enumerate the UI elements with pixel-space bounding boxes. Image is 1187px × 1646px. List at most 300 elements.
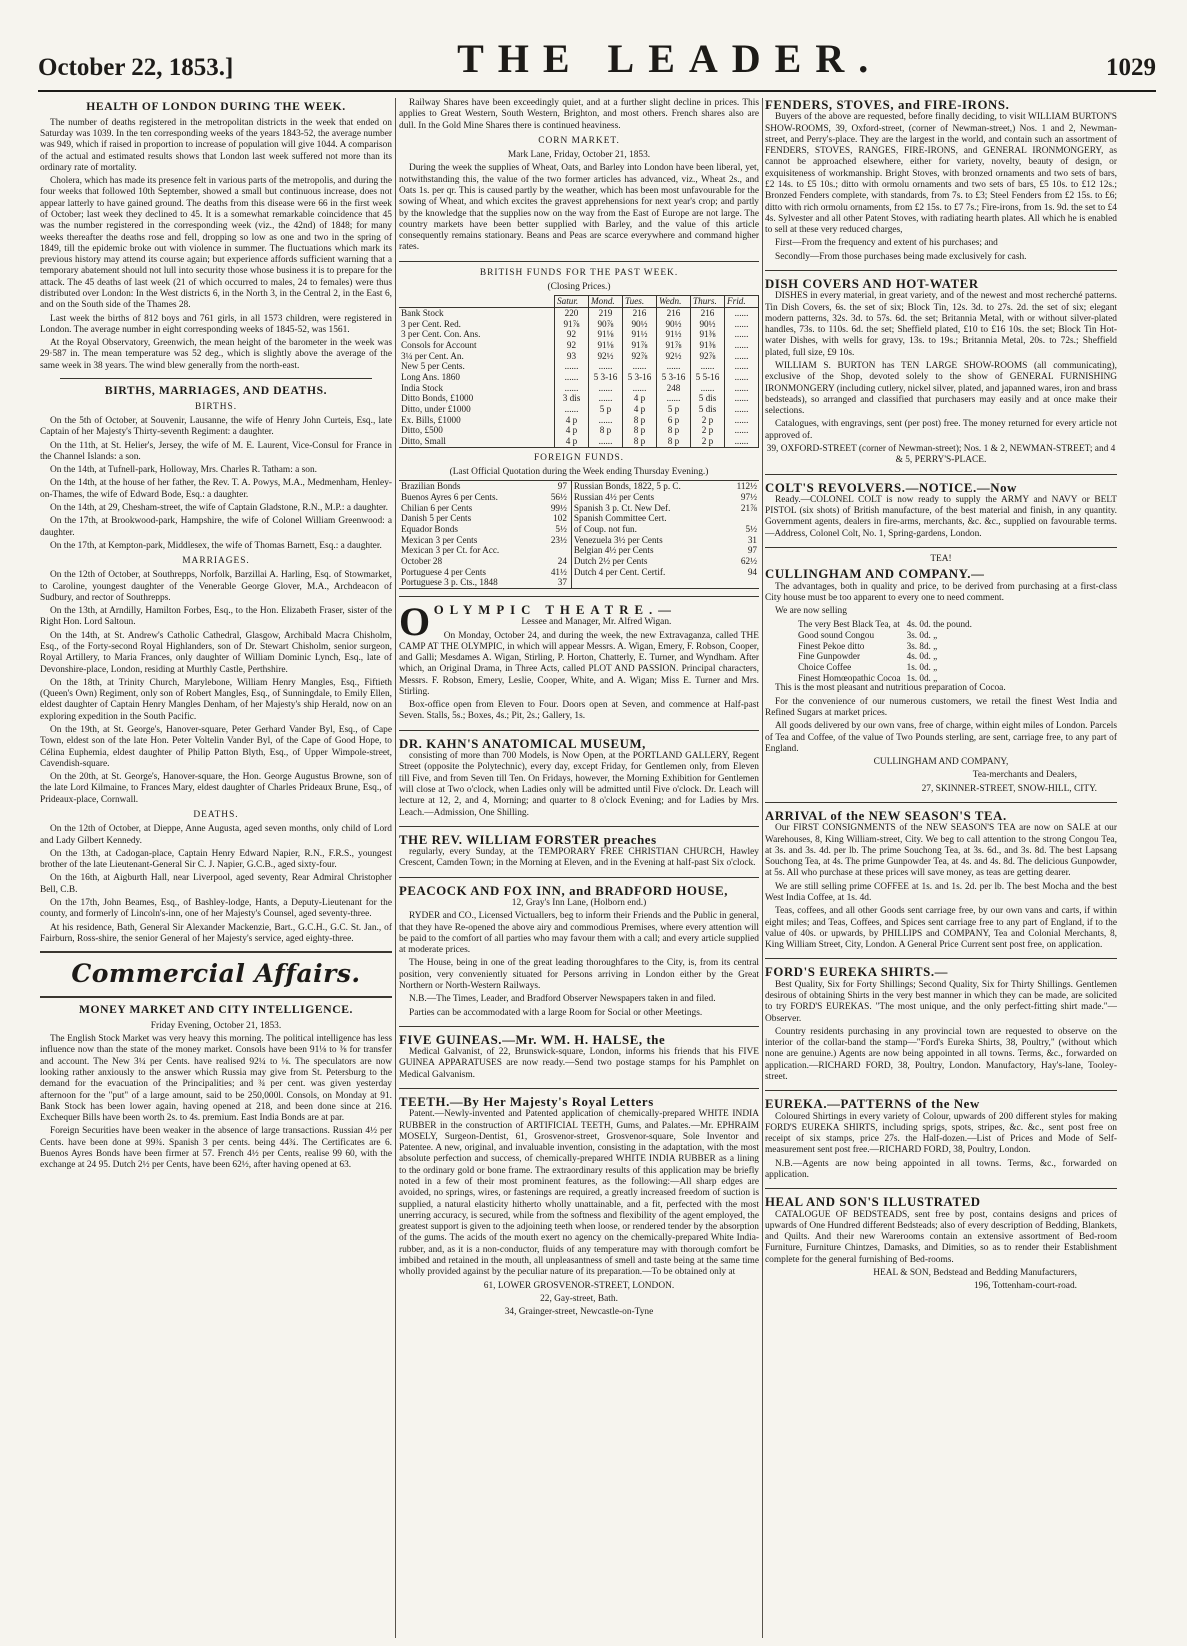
day-header: Wedn.: [657, 296, 691, 308]
fund-price: ......: [725, 319, 759, 330]
tea-item: Fine Gunpowder: [798, 651, 861, 662]
marriage-notice: On the 13th, at Arndilly, Hamilton Forbes, Esq., to the Hon. Elizabeth Fraser, sister of the Right Hon. Lord Saltoun.: [40, 606, 392, 628]
birth-notice: On the 14th, at 29, Chesham-street, the wife of Captain Gladstone, R.N., M.P.: a daughter.: [50, 502, 388, 513]
fund-row: [399, 329, 759, 340]
teeth-address: 34, Grainger-street, Newcastle-on-Tyne: [504, 1307, 654, 1318]
foreign-fund-row: [399, 503, 759, 514]
teeth-address: 61, LOWER GROSVENOR-STREET, LONDON.: [483, 1280, 675, 1291]
foreign-fund-price: 31: [747, 534, 757, 545]
foreign-fund-name: Portuguese 4 per Cents: [401, 566, 486, 577]
kahn-advert: [399, 737, 759, 819]
fund-row: [399, 393, 759, 404]
divider: [765, 1188, 1117, 1189]
fund-row: [399, 404, 759, 415]
fund-price: 92: [555, 329, 589, 340]
eureka-heading: EUREKA.—PATTERNS of the New: [765, 1097, 980, 1112]
fund-price: 5 dis: [691, 404, 725, 415]
foreign-fund-name: Spanish Committee Cert.: [573, 513, 667, 524]
foreign-fund-row: [399, 545, 759, 556]
day-header: Satur.: [555, 296, 589, 308]
deaths-head: DEATHS.: [193, 809, 239, 820]
marriage-notice: On the 12th of October, at Southrepps, Norfolk, Barzillai A. Harling, Esq. of Stowmarket, to Caroline, youngest daughter of the Venerable George Glover, M.A., Archdeacon of Sudbury, and rector of Southrepps.: [40, 570, 392, 603]
fund-price: ......: [725, 340, 759, 351]
tea-price-row: [795, 651, 975, 662]
fund-price: 91½: [623, 329, 657, 340]
fund-row: [399, 415, 759, 426]
bmd-title: BIRTHS, MARRIAGES, AND DEATHS.: [104, 383, 328, 397]
peacock-subtitle: 12, Gray's Inn Lane, (Holborn end.): [511, 898, 647, 908]
fund-name: India Stock: [401, 382, 444, 393]
page-number: 1029: [1105, 54, 1156, 81]
marriage-notice: On the 18th, at Trinity Church, Marylebone, William Henry Mangles, Esq., Fiftieth (Queen's Own) Regiment, only son of Robert Mangles, Esq., of Sunningdale, to Emily Ellen, eldest daughter of Captain Henry Mangles Denham, of her Majesty's ship Herald, now on an exploring expedition in the South Pacific.: [40, 677, 392, 722]
fund-name: Ditto, under £1000: [401, 403, 471, 414]
fund-price: ......: [623, 383, 657, 394]
death-notice: On the 16th, at Aigburth Hall, near Liverpool, aged seventy, Rear Admiral Christopher Bell, C.B.: [40, 873, 392, 895]
dish-para: Catalogues, with engravings, sent (per post) free. The money returned for every article not approved of.: [765, 419, 1117, 441]
foreign-fund-name: October 28: [401, 555, 443, 566]
british-funds-subtitle: (Closing Prices.): [547, 281, 611, 292]
railway-para: Railway Shares have been exceedingly quiet, and at a further slight decline in prices. This applies to Great Western, South Western, Brighton, and most others. French shares also are dull. In the Gold Mine Shares there is continued heaviness.: [399, 98, 759, 131]
fund-price: ......: [725, 393, 759, 404]
dish-advert: [765, 277, 1117, 467]
fund-name: Long Ans. 1860: [401, 371, 460, 382]
commercial-affairs-title: Commercial Affairs.: [71, 959, 361, 989]
eureka-para: Coloured Shirtings in every variety of Colour, upwards of 200 different styles for making FORD'S EUREKA SHIRTS, including sprigs, spots, stripes, &c. &c., sent post free on receipt of six stamps, price 27s. the Half-dozen.—List of Prices and Mode of Self-measurement sent post free.—RICHARD FORD, 38, Poultry, London.: [765, 1111, 1117, 1156]
foreign-fund-name: Buenos Ayres 6 per Cents.: [401, 491, 498, 502]
divider: [399, 1088, 759, 1089]
tea-price: 4s. 0d. the pound.: [906, 619, 972, 630]
peacock-para: N.B.—The Times, Leader, and Bradford Observer Newspapers taken in and filed.: [409, 994, 716, 1005]
foreign-fund-price: 97: [540, 481, 571, 492]
foreign-fund-row: [399, 481, 759, 492]
money-market-date: Friday Evening, October 21, 1853.: [150, 1020, 282, 1031]
arrival-para: Our FIRST CONSIGNMENTS of the NEW SEASON'S TEA are now on SALE at our Warehouses, 8, King William-street, City. We beg to call attention to the strong Congou Tea, at 3s. and 3s. 4d. per lb. The prime Souchong Tea, at 3s. 6d., and 3s. 8d. The best Lapsang Souchong Tea, at 4s. The prime Gunpowder Tea, at 4s. and 4s. 8d. The delicious Gunpowder, at 5s. All who purchase at these prices will save money, as teas are getting dearer.: [765, 823, 1117, 879]
foreign-fund-name: Russian Bonds, 1822, 5 p. C.: [573, 481, 681, 492]
foreign-fund-name: Danish 5 per Cents: [401, 513, 472, 524]
foreign-fund-row: [399, 577, 759, 588]
dish-para: DISHES in every material, in great variety, and of the newest and most recherché patterns. Tin Dish Covers, 6s. the set of six; Block Tin, 12s. 3d. to 27s. 2d. the set of six; elegant modern patterns, 32s. 3d. to 57s. 6d. the set; Britannia Metal, with or without silver-plated handles, 73s. to 110s. 6d. the set; Sheffield plated, £10 to £16 10s. the set; Block Tin Hot-water Dishes, with wells for gravy, 13s. to 19s.; Britannia Metal, 20s. to 72s.; Sheffield plated, full size, £9 10s.: [765, 291, 1117, 358]
divider: [765, 474, 1117, 475]
drop-cap: O: [399, 598, 431, 644]
fund-price: 219: [589, 307, 623, 318]
fund-price: 8 p: [623, 415, 657, 426]
fund-price: ......: [555, 372, 589, 383]
foreign-funds-subtitle: (Last Official Quotation during the Week ending Thursday Evening.): [449, 466, 709, 477]
fund-price: ......: [589, 361, 623, 372]
fund-price: 6 p: [657, 415, 691, 426]
tea-price: 3s. 0d. „: [906, 630, 938, 641]
fund-name: Ditto, £500: [401, 425, 443, 436]
divider: [765, 547, 1117, 548]
fund-price: ......: [555, 361, 589, 372]
fund-price: ......: [725, 361, 759, 372]
foreign-fund-price: 41½: [540, 567, 571, 578]
fund-price: 8 p: [623, 425, 657, 436]
cullingham-signature: 27, SKINNER-STREET, SNOW-HILL, CITY.: [921, 783, 1097, 794]
tea-price-list: [795, 619, 975, 683]
birth-notice: On the 5th of October, at Souvenir, Lausanne, the wife of Henry John Curteis, Esq., late Captain of her Majesty's Thirty-seventh Regiment: a daughter.: [40, 415, 392, 438]
fund-price: 91⅛: [589, 329, 623, 340]
foreign-fund-row: [399, 513, 759, 524]
fund-price: 90½: [657, 319, 691, 330]
olympic-heading: OOLYMPIC THEATRE.—: [399, 598, 677, 644]
fund-price: 5 3-16: [623, 372, 657, 383]
birth-notice: On the 11th, at St. Helier's, Jersey, the wife of M. E. Laurent, Vice-Consul for France in the Channel Islands: a son.: [40, 440, 392, 462]
dish-address: 39, OXFORD-STREET (corner of Newman-street); Nos. 1 & 2, NEWMAN-STREET; and 4 & 5, PERRY'S-PLACE.: [766, 443, 1116, 466]
fenders-advert: [765, 98, 1117, 263]
peacock-para: RYDER and CO., Licensed Victuallers, beg to inform their Friends and the Public in general, that they have Re-opened the above airy and commodious Premises, where every attention will be paid to the comfort of all parties who may favour them with a call; and every article supplied at moderate prices.: [399, 911, 759, 956]
ford-heading: FORD'S EUREKA SHIRTS.—: [765, 965, 949, 980]
fund-price: 2 p: [691, 436, 725, 447]
fund-price: 5 3-16: [589, 372, 623, 383]
divider: [399, 826, 759, 827]
arrival-para: Teas, coffees, and all other Goods sent carriage free, by our own vans and carts, if within eight miles; and Teas, Coffees, and Spices sent carriage free to any part of England, if to the value of 40s. or upwards, by PHILLIPS and COMPANY, Tea and Colonial Merchants, 8, King William Street, City, London. A General Price Current sent post free, on application.: [765, 906, 1117, 951]
foreign-fund-price: 99½: [540, 503, 571, 514]
fund-price: 91⅞: [623, 340, 657, 351]
fund-price: ......: [691, 383, 725, 394]
tea-price: 4s. 0d. „: [906, 651, 938, 662]
foreign-fund-name: Dutch 4 per Cent. Certif.: [573, 566, 666, 577]
fund-price: ......: [725, 329, 759, 340]
foreign-fund-row: [399, 524, 759, 535]
olympic-para: On Monday, October 24, and during the week, the new Extravaganza, called THE CAMP AT THE OLYMPIC, in which will appear Messrs. A. Wigan, Emery, F. Robson, Cooper, and Galli; Mesdames A. Wigan, Stirling, P. Horton, Chatterly, E. Turner, and Wyndham. After which, an Original Drama, in Three Acts, called PLOT AND PASSION. Principal characters, Messrs. F. Robson, Emery, Leslie, Cooper, White, and A. Wigan; Miss E. Turner and Mrs. Stirling.: [399, 630, 759, 697]
fund-price: 92½: [589, 351, 623, 362]
foreign-fund-price: [725, 577, 759, 588]
fund-price: 91½: [657, 329, 691, 340]
fund-price: ......: [623, 361, 657, 372]
column-3: [765, 98, 1117, 1638]
foreign-fund-price: [725, 513, 759, 524]
tea-price: 3s. 8d. „: [906, 640, 938, 651]
fund-price: 216: [657, 307, 691, 318]
cullingham-para: For the convenience of our numerous customers, we retail the finest West India and Refined Sugars at market prices.: [765, 696, 1117, 719]
heal-signature: 196, Tottenham-court-road.: [973, 1281, 1077, 1292]
column-rule-2: [762, 98, 763, 1638]
cullingham-para: The advantages, both in quality and price, to be derived from purchasing at a first-class City house must be too apparent to every one to need comment.: [765, 581, 1117, 603]
fund-price: 2 p: [691, 415, 725, 426]
health-para: The number of deaths registered in the metropolitan districts in the week that ended on Saturday was 1039. In the ten corresponding weeks of the years 1843-52, the average number was 949, which if raised in proportion to increase of population will give 1044. A comparison of the actual and estimated results shows that London last week suffered not more than its ordinary rate of mortality.: [40, 117, 392, 173]
foreign-fund-price: 23½: [540, 535, 571, 546]
fund-name: New 5 per Cents.: [401, 361, 465, 372]
ford-advert: [765, 965, 1117, 1083]
foreign-fund-price: 56½: [540, 492, 571, 503]
teeth-address: 22, Gay-street, Bath.: [540, 1293, 618, 1304]
divider: [399, 261, 759, 262]
colt-para: Ready.—COLONEL COLT is now ready to supply the ARMY and NAVY or BELT PISTOL (six shots) of British manufacture, of the best material and finish, in any quantity. Government agents, dealers in fire-arms, merchants, &c. &c., supplied on favourable terms.—Address, Colonel Colt, No. 1, Spring-gardens, London.: [765, 494, 1117, 539]
fund-price: 91⅜: [691, 329, 725, 340]
foreign-fund-price: 5½: [540, 524, 571, 535]
halse-para: Medical Galvanist, of 22, Brunswick-square, London, informs his friends that his FIVE GUINEA APPARATUSES are now ready.—Send two postage stamps for his Pamphlet on Medical Galvanism.: [399, 1047, 759, 1080]
day-header: Mond.: [589, 296, 623, 308]
corn-title: CORN MARKET.: [538, 135, 620, 146]
ford-para: Country residents purchasing in any provincial town are requested to observe on the interior of the collar-band the stamp—"Ford's Eureka Shirts, 38, Poultry," (without which none are genuine.) Agents are now being appointed in all towns. Terms, &c., forwarded on application.—RICHARD FORD, 38, Poultry, London. Manufactory, Hay's-lane, Tooley-street.: [765, 1026, 1117, 1082]
fund-price: ......: [555, 383, 589, 394]
fund-price: 8 p: [589, 425, 623, 436]
fund-price: ......: [725, 404, 759, 415]
fund-price: 4 p: [555, 425, 589, 436]
foreign-funds-table: [399, 480, 759, 589]
fund-row: [399, 351, 759, 362]
foreign-fund-name: Belgian 4½ per Cents: [573, 545, 654, 556]
money-market-para: Foreign Securities have been weaker in the absence of large transactions. Russian 4½ per Cents. have been done at 99¾. Spanish 3 per cents. being 44¾. The Certificates are 6. Buenos Ayres Bonds have been firmer at 57. French 4½ per Cents, realise 99 60, with the exchange at 24 95. Dutch 2½ per Cents, have been 62½, after having opened at 63.: [40, 1126, 392, 1171]
fund-price: ......: [589, 436, 623, 447]
peacock-heading: PEACOCK AND FOX INN, and BRADFORD HOUSE,: [399, 883, 729, 898]
halse-heading: FIVE GUINEAS.—Mr. WM. H. HALSE, the: [399, 1032, 666, 1047]
foreign-funds-title: FOREIGN FUNDS.: [533, 452, 625, 463]
fund-price: 90½: [691, 319, 725, 330]
fenders-para: First—From the frequency and extent of his purchases; and: [775, 238, 998, 249]
halse-advert: [399, 1033, 759, 1081]
eureka-para: N.B.—Agents are now being appointed in all towns. Terms, &c., forwarded on application.: [765, 1158, 1117, 1181]
foreign-fund-price: 112½: [736, 481, 757, 492]
fund-price: ......: [725, 436, 759, 447]
foreign-fund-name: Spanish 3 p. Ct. New Def.: [573, 502, 671, 513]
fenders-para: Secondly—From those purchases being made exclusively for cash.: [775, 251, 1027, 262]
british-funds-title: BRITISH FUNDS FOR THE PAST WEEK.: [479, 267, 679, 278]
marriage-notice: On the 19th, at St. George's, Hanover-square, Peter Gerhard Vander Byl, Esq., of Cape Town, eldest son of the late Hon. Peter Voltelin Vander Byl, of the Cape of Good Hope, to Célina Euphemia, eldest daughter of Philip Patton Blyth, Esq., of Upper Wimpole-street, Cavendish-square.: [40, 725, 392, 769]
foreign-fund-price: [540, 545, 571, 556]
fund-row: [399, 361, 759, 372]
tea-item: Choice Coffee: [798, 662, 852, 673]
foreign-fund-name: Russian 4½ per Cents: [573, 491, 655, 502]
fund-price: 8 p: [623, 436, 657, 447]
fund-name: 3 per Cent. Red.: [401, 318, 461, 329]
births-head: BIRTHS.: [194, 401, 238, 412]
foreign-fund-name: Chilian 6 per Cents: [401, 502, 473, 513]
corner-cell: [399, 296, 555, 308]
tea-item: Good sound Congou: [798, 630, 875, 641]
fund-price: 248: [657, 383, 691, 394]
tea-item: Finest Pekoe ditto: [798, 640, 865, 651]
tea-label: TEA!: [930, 553, 952, 564]
divider: [765, 1090, 1117, 1091]
fund-price: ......: [657, 393, 691, 404]
peacock-para: Parties can be accommodated with a large Room for Social or other Meetings.: [409, 1007, 703, 1018]
divider: [765, 270, 1117, 271]
foreign-fund-price: 24: [540, 556, 571, 567]
fund-price: 92: [555, 340, 589, 351]
money-market-title: MONEY MARKET AND CITY INTELLIGENCE.: [78, 1003, 354, 1017]
fund-price: 92⅞: [623, 351, 657, 362]
fund-price: 92½: [657, 351, 691, 362]
foreign-fund-price: 21⅞: [740, 502, 757, 513]
fund-name: Ex. Bills, £1000: [401, 414, 461, 425]
ford-para: Best Quality, Six for Forty Shillings; Second Quality, Six for Thirty Shillings. Gentlemen desirous of obtaining Shirts in the very best manner in which they can be made, are solicited to try FORD'S EUREKAS. "The most unique, and the only perfect-fitting shirt made."—Observer.: [765, 979, 1117, 1024]
teeth-para: Patent.—Newly-invented and Patented application of chemically-prepared WHITE INDIA RUBBER in the construction of ARTIFICIAL TEETH, Gums, and Palates.—Mr. EPHRAIM MOSELY, Surgeon-Dentist, 61, Grosvenor-street, Grosvenor-square, Sole Inventor and Patentee. A new, original, and invaluable invention, consisting in the adaptation, with the most absolute perfection and success, of chemically-prepared WHITE INDIA RUBBER as a lining to the ordinary gold or bone frame. The extraordinary results of this application may be briefly noted in a few of their most prominent features, as the following:—All sharp edges are avoided, no springs, wires, or fastenings are required, a greatly increased freedom of suction is supplied, a natural elasticity hitherto wholly unattainable, and a fit, perfected with the most unerring accuracy, is secured, while from the softness and flexibility of the agent employed, the greatest support is given to the adjoining teeth when loose, or rendered tender by the absorption of the gums. The acids of the mouth exert no agency on the chemically-prepared White India-rubber, and, as it is a non-conductor, fluids of any temperature may with thorough comfort be imbibed and retained in the mouth, all unpleasantness of smell and taste being at the same time wholly provided against by the peculiar nature of its preparation.—To be obtained only at: [399, 1109, 759, 1278]
foreign-fund-price: 37: [540, 577, 571, 588]
double-rule: [40, 996, 392, 998]
fund-price: 90⅞: [589, 319, 623, 330]
fund-price: 93: [555, 351, 589, 362]
colt-heading: COLT'S REVOLVERS.—NOTICE.—Now: [765, 480, 1017, 495]
fund-price: ......: [725, 372, 759, 383]
foreign-fund-row: [399, 492, 759, 503]
foreign-fund-name: [571, 577, 725, 588]
divider: [399, 1026, 759, 1027]
fund-price: ......: [725, 415, 759, 426]
tea-price: 1s. 0d. „: [906, 662, 938, 673]
masthead: [38, 34, 1156, 92]
day-header: Frid.: [725, 296, 759, 308]
fund-name: 3¼ per Cent. An.: [401, 350, 464, 361]
fund-price: 2 p: [691, 425, 725, 436]
fenders-heading: FENDERS, STOVES, and FIRE-IRONS.: [765, 98, 1010, 112]
marriage-notice: On the 14th, at St. Andrew's Catholic Cathedral, Glasgow, Archibald Macra Chisholm, Esq., of the Forty-second Royal Highlanders, son of Dr. Stewart Chisholm, senior surgeon, Royal Artillery, to Maria Frances, only daughter of William Dominic Lynch, Esq., late of Devonshire-place, London, residing at Murthly Castle, Perthshire.: [40, 630, 392, 675]
heal-heading: HEAL AND SON'S ILLUSTRATED: [765, 1195, 981, 1210]
foreign-fund-name: Brazilian Bonds: [401, 481, 461, 492]
divider: [60, 378, 372, 379]
divider: [399, 877, 759, 878]
foreign-fund-price: 97½: [740, 491, 757, 502]
kahn-para: consisting of more than 700 Models, is Now Open, at the PORTLAND GALLERY, Regent Street (opposite the Polytechnic), every day, except Friday, for Gentlemen only, from Eleven till Five, and from Seven till Ten. On Fridays, however, the Morning Exhibition for Gentlemen will close at Two o'clock, when Ladies only will be admitted until Five o'clock. Dr. Leach will lecture at 12, 2, and 4, Morning; and quarter to 8 o'clock Evening; and for Ladies by Mrs. Leach.—Admission, One Shilling.: [399, 751, 759, 818]
fund-row: [399, 307, 759, 318]
teeth-advert: [399, 1095, 759, 1318]
fund-price: 5 p: [589, 404, 623, 415]
birth-notice: On the 14th, at the house of her father, the Rev. T. A. Powys, M.A., Medmenham, Henley-on-Thames, the wife of Edward Bode, Esq.: a daughter.: [40, 478, 392, 500]
fund-price: ......: [657, 361, 691, 372]
kahn-heading: DR. KAHN'S ANATOMICAL MUSEUM,: [399, 736, 646, 751]
olympic-subtitle: Lessee and Manager, Mr. Alfred Wigan.: [521, 617, 672, 628]
peacock-advert: [399, 884, 759, 1019]
death-notice: On the 13th, at Cadogan-place, Captain Henry Edward Napier, R.N., F.R.S., youngest brother of the late Lieutenant-General Sir C. J. Napier, G.C.B., aged sixty-four.: [40, 848, 392, 871]
double-rule: [40, 951, 392, 953]
health-para: At the Royal Observatory, Greenwich, the mean height of the barometer in the week was 29·587 in. The mean temperature was 52 deg., which is slightly above the average of the same week in 38 years. The wind blew generally from the north-east.: [40, 338, 392, 371]
fund-price: ......: [589, 383, 623, 394]
foreign-fund-row: [399, 556, 759, 567]
forster-para: regularly, every Sunday, at the TEMPORARY FREE CHRISTIAN CHURCH, Hawley Crescent, Camden Town; in the Morning at Eleven, and in the Evening at half-past Six o'clock.: [399, 847, 759, 869]
tea-item: The very Best Black Tea, at: [798, 619, 900, 630]
fund-row: [399, 372, 759, 383]
fund-price: ......: [725, 307, 759, 318]
fenders-para: Buyers of the above are requested, before finally deciding, to visit WILLIAM BURTON'S SHOW-ROOMS, 39, Oxford-street, (corner of Newman-street,) Nos. 1 and 2, Newman-street, and Perry's-place. They are the largest in the world, and contain such an assortment of FENDERS, STOVES, RANGES, FIRE-IRONS, and GENERAL IRONMONGERY, as cannot be approached elsewhere, either for variety, novelty, beauty of design, or exquisiteness of workmanship. Bright Stoves, with bronzed ornaments and two sets of bars, £2 14s. to £5 10s.; ditto with ormolu ornaments and two sets of bars, £5 10s. to £12 12s.; Bronzed Fenders complete, with standards, from 7s. to £3; Steel Fenders from £2 15s. to £6; ditto with rich ormolu ornaments, from £2 15s. to £7 7s.; Fire-irons, from 1s. 9d. the set to £4 4s. Sylvester and all other Patent Stoves, with radiating hearth plates. All which he is enabled to sell at these very reduced charges,: [765, 112, 1117, 236]
fund-price: 5 5-16: [691, 372, 725, 383]
divider: [765, 802, 1117, 803]
dish-para: WILLIAM S. BURTON has TEN LARGE SHOW-ROOMS (all communicating), exclusive of the Shop, devoted solely to the show of GENERAL FURNISHING IRONMONGERY (including cutlery, nickel silver, plated, and japanned wares, iron and brass bedsteads), so arranged and classified that purchasers may easily and at once make their selections.: [765, 361, 1117, 417]
fund-price: 91⅛: [589, 340, 623, 351]
foreign-fund-price: 97: [747, 545, 757, 556]
cullingham-para: This is the most pleasant and nutritious preparation of Cocoa.: [775, 683, 1006, 694]
foreign-fund-name: Venezuela 3½ per Cents: [573, 534, 663, 545]
fund-price: ......: [589, 393, 623, 404]
olympic-advert: [399, 598, 759, 723]
foreign-fund-row: [399, 567, 759, 578]
arrival-advert: [765, 809, 1117, 951]
tea-price-row: [795, 641, 975, 652]
fund-row: [399, 383, 759, 394]
fund-row: [399, 425, 759, 436]
foreign-fund-name: Mexican 3 per Cents: [401, 534, 478, 545]
fund-price: 4 p: [555, 415, 589, 426]
fund-price: ......: [589, 415, 623, 426]
money-market-para: The English Stock Market was very heavy this morning. The political intelligence has less influence now than the state of the money market. Consols have been 91⅛ to ⅜ for transfer and account. The New 3¼ per Cents. have realised 92¼ to ⅛. The speculators are now looking rather anxiously to the answer which Russia may give from St. Petersburg to the demand for the evacuation of the Principalities; and ¾ per cent. was given yesterday afternoon for the "put" of a large amount, said to be 250,000l. Consols, on Monday at 91. Bank Stock has been lower again, having opened at 218, and been done since at 216. Exchequer Bills have been worth 2s. to 4s. premium. East India Bonds are at par.: [40, 1034, 392, 1124]
heal-para: CATALOGUE OF BEDSTEADS, sent free by post, contains designs and prices of upwards of One Hundred different Bedsteads; also of every description of Bedding, Blankets, and Quilts. And their new Warerooms contain an extensive assortment of Bed-room Furniture, Furniture Chintzes, Damasks, and Dimities, so as to render their Establishment complete for the general furnishing of Bed-rooms.: [765, 1209, 1117, 1265]
tea-price-row: [795, 630, 975, 641]
divider: [765, 958, 1117, 959]
divider: [399, 730, 759, 731]
fund-name: Ditto Bonds, £1000: [401, 393, 474, 404]
fund-name: Bank Stock: [401, 307, 444, 318]
fund-price: ......: [725, 351, 759, 362]
column-2: [399, 98, 759, 1638]
corn-date: Mark Lane, Friday, October 21, 1853.: [507, 150, 651, 161]
foreign-fund-name: Portuguese 3 p. Cts., 1848: [401, 577, 498, 588]
colt-advert: [765, 481, 1117, 540]
fund-price: 5 3-16: [657, 372, 691, 383]
forster-heading: THE REV. WILLIAM FORSTER preaches: [399, 832, 657, 847]
fund-price: 3 dis: [555, 393, 589, 404]
health-para: Last week the births of 812 boys and 761 girls, in all 1573 children, were registered in London. The average number in eight corresponding weeks of 1845-52, was 1561.: [40, 313, 392, 335]
tea-price: 1s. 0d. „: [906, 672, 938, 683]
column-rule-1: [395, 98, 396, 1638]
british-funds-table: [399, 295, 759, 447]
foreign-fund-price: 62½: [740, 555, 757, 566]
health-para: Cholera, which has made its presence felt in various parts of the metropolis, and during the four weeks that followed 10th September, showed a small but continuous increase, does not appear latterly to have gained ground. The deaths from this disease were 66 in the first week of October; last week they declined to 45. It is a somewhat remarkable coincidence that 45 was the number registered in the corresponding week (viz., the 42nd) of 1848; for many weeks thereafter the deaths rose and fell, dropping so low as one and two in the spring of 1849, till the epidemic broke out with violence in summer. The fluctuations which mark its previous history may attend its course again; but experience affords sufficient warning that a temporary abatement should not lull into security those whose business it is to prepare for the attack. The 45 deaths of last week (21 of which occurred to males, 24 to females) were thus distributed over London: In the West districts 6, in the North 3, in the Central 2, in the East 6, and on the South side of the Thames 28.: [40, 176, 392, 311]
foreign-fund-name: Mexican 3 per Ct. for Acc.: [401, 545, 500, 556]
eureka-advert: [765, 1097, 1117, 1181]
fund-price: 5 p: [657, 404, 691, 415]
cullingham-heading: CULLINGHAM AND COMPANY.—: [765, 567, 985, 582]
health-title: HEALTH OF LONDON DURING THE WEEK.: [86, 100, 346, 113]
fund-row: [399, 340, 759, 351]
fund-price: 4 p: [623, 404, 657, 415]
birth-notice: On the 17th, at Kempton-park, Middlesex, the wife of Thomas Barnett, Esq.: a daughter.: [50, 540, 382, 551]
tea-price-row: [795, 673, 975, 684]
cullingham-signature: CULLINGHAM AND COMPANY,: [873, 757, 1009, 768]
fund-price: 220: [555, 307, 589, 318]
dish-heading: DISH COVERS AND HOT-WATER: [765, 276, 979, 291]
fund-price: 216: [691, 307, 725, 318]
fund-price: ......: [691, 361, 725, 372]
foreign-fund-name: Dutch 2½ per Cents: [573, 555, 648, 566]
birth-notice: On the 17th, at Brookwood-park, Hampshire, the wife of Colonel William Greenwood: a daughter.: [40, 516, 392, 538]
teeth-heading: TEETH.—By Her Majesty's Royal Letters: [399, 1094, 654, 1109]
fund-price: 92⅞: [691, 351, 725, 362]
peacock-para: The House, being in one of the great leading thoroughfares to the City, is, from its central position, very conveniently situated for Persons arriving in London either by the Great Northern or North-Western Railways.: [399, 958, 759, 991]
fund-price: 8 p: [657, 425, 691, 436]
fund-price: 4 p: [555, 436, 589, 447]
day-header: Thurs.: [691, 296, 725, 308]
tea-price-row: [795, 662, 975, 673]
cullingham-para: We are now selling: [775, 606, 847, 617]
fund-name: Ditto, Small: [401, 435, 446, 446]
foreign-fund-name: Equador Bonds: [401, 523, 458, 534]
foreign-fund-row: [399, 535, 759, 546]
corn-para: During the week the supplies of Wheat, Oats, and Barley into London have been liberal, yet, notwithstanding this, the value of the two former articles has advanced, viz., Wheat 2s., and Oats 1s. per qr. This is caused partly by the weather, which has been most unfavourable for the sowing of Wheat, and which excites the gravest apprehensions for next year's crop; and partly by the knowledge that the supplies now on the way from the East of Europe are not large. The country markets have been better supplied with Barley, and the value of this article consequently remains stationary. Beans and Peas are scarce everywhere and command higher rates.: [399, 163, 759, 253]
fund-price: 91⅜: [691, 340, 725, 351]
heal-signature: HEAL & SON, Bedstead and Bedding Manufacturers,: [873, 1268, 1077, 1279]
arrival-para: We are still selling prime COFFEE at 1s. and 1s. 2d. per lb. The best Mocha and the best West India Coffee, at 1s. 4d.: [765, 881, 1117, 904]
fund-name: 3 per Cent. Con. Ans.: [401, 329, 481, 340]
death-notice: On the 17th, John Beames, Esq., of Bashley-lodge, Hants, a Deputy-Lieutenant for the county, and formerly of Lincoln's-inn, one of her Majesty's Counsel, aged seventy-three.: [40, 897, 392, 920]
fund-row: [399, 319, 759, 330]
newspaper-title: THE LEADER.: [457, 36, 883, 81]
marriages-head: MARRIAGES.: [182, 556, 250, 567]
olympic-para: Box-office open from Eleven to Four. Doors open at Seven, and commence at Half-past Seven. Stalls, 5s.; Boxes, 4s.; Pit, 2s.; Gallery, 1s.: [399, 700, 759, 722]
death-notice: At his residence, Bath, General Sir Alexander Mackenzie, Bart., G.C.H., G.C. St. Jan., of Fairburn, Ross-shire, the senior General of her Majesty's service, aged eighty-three.: [40, 922, 392, 944]
cullingham-signature: Tea-merchants and Dealers,: [972, 770, 1077, 781]
tea-item: Finest Homœopathic Cocoa: [798, 672, 901, 683]
day-header: Tues.: [623, 296, 657, 308]
divider: [399, 596, 759, 597]
fund-price: 91⅞: [555, 319, 589, 330]
fund-price: 91⅞: [657, 340, 691, 351]
tea-price-row: [795, 619, 975, 630]
cullingham-para: All goods delivered by our own vans, free of charge, within eight miles of London. Parcels of Tea and Coffee, of the value of Two Pounds sterling, are sent, carriage free, to any part of England.: [765, 721, 1117, 754]
marriage-notice: On the 20th, at St. George's, Hanover-square, the Hon. George Augustus Browne, son of the late Lord Kilmaine, to Frances Mary, eldest daughter of Charles Prideaux Brune, Esq., of Prideaux-place, Cornwall.: [40, 772, 392, 805]
fund-price: 90½: [623, 319, 657, 330]
issue-date: October 22, 1853.]: [38, 54, 234, 81]
fund-price: 8 p: [657, 436, 691, 447]
